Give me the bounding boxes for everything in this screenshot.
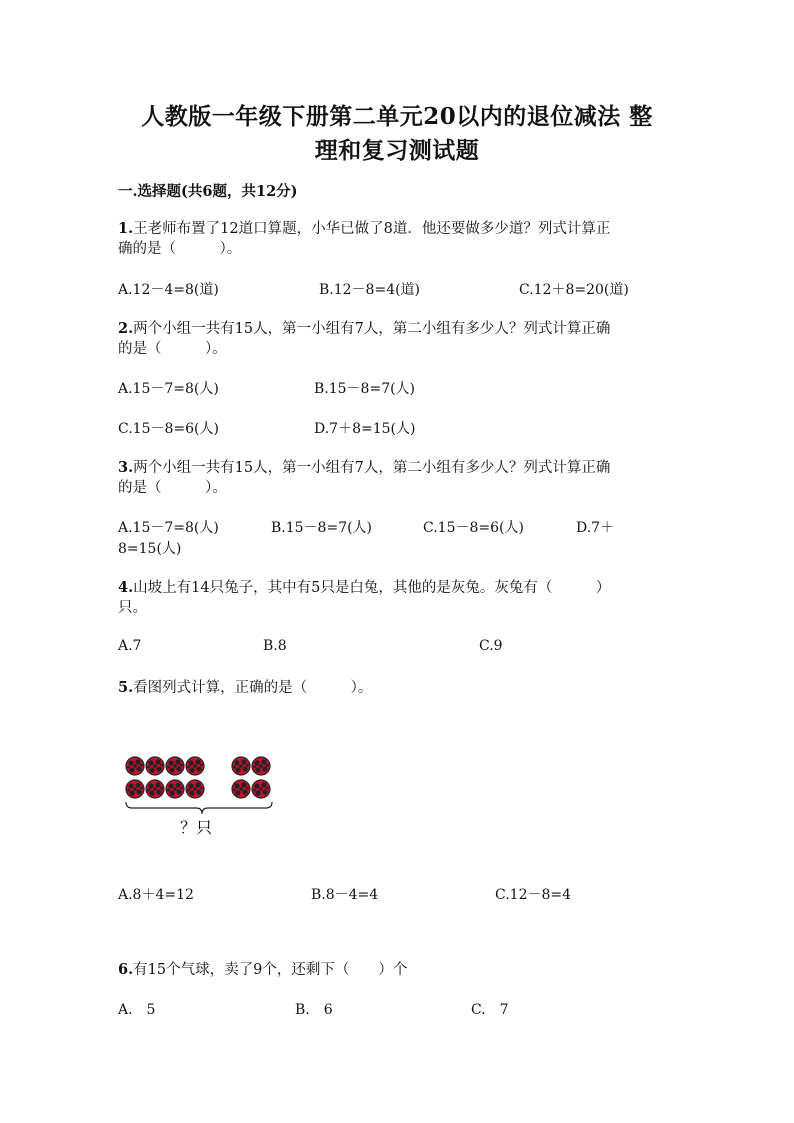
question-number: 4. — [118, 579, 134, 596]
option-c[interactable]: C.15－8=6(人) — [118, 421, 219, 437]
question-1 — [118, 218, 610, 240]
question-text-line1: 王老师布置了12道口算题，小华已做了8道．他还要做多少道？列式计算正 — [133, 221, 611, 237]
option-c[interactable]: C. 7 — [471, 1002, 509, 1018]
question-text-line1: 看图列式计算，正确的是（ ）。 — [133, 680, 373, 696]
question-text-line1: 山坡上有14只兔子，其中有5只是白兔，其他的是灰兔。灰兔有（ ） — [133, 580, 611, 596]
option-d-wrap: 8=15(人) — [118, 541, 182, 557]
question-text-line2: 的是（ ）。 — [118, 341, 227, 357]
question-text-line1: 两个小组一共有15人，第一小组有7人，第二小组有多少人？列式计算正确 — [133, 460, 611, 476]
berry-icon — [232, 780, 250, 798]
option-b[interactable]: B.8－4=4 — [311, 887, 379, 903]
question-text-line1: 有15个气球，卖了9个，还剩下（ ）个 — [133, 962, 408, 978]
berry-icon — [166, 757, 184, 775]
option-a[interactable]: A.12－4=8(道) — [118, 282, 219, 298]
berry-icon — [252, 780, 270, 798]
berry-icon — [126, 780, 144, 798]
page-title-line2: 理和复习测试题 — [314, 137, 480, 164]
section-header: 一.选择题(共6题，共12分) — [118, 183, 298, 200]
option-a[interactable]: A. 5 — [118, 1002, 156, 1018]
question-number: 3. — [118, 459, 134, 476]
option-c[interactable]: C.12－8=4 — [495, 887, 572, 903]
berry-icon — [186, 757, 204, 775]
option-a[interactable]: A.7 — [118, 638, 142, 654]
question-text-line2: 确的是（ ）。 — [118, 241, 242, 257]
question-number: 1. — [118, 220, 134, 237]
option-b[interactable]: B.15－8=7(人) — [314, 381, 416, 397]
option-d[interactable]: D.7＋8=15(人) — [314, 421, 416, 437]
option-b[interactable]: B. 6 — [295, 1002, 333, 1018]
option-d[interactable]: D.7＋ — [576, 520, 615, 536]
berry-icon — [146, 780, 164, 798]
question-number: 6. — [118, 961, 134, 978]
figure-label: ？只 — [180, 818, 213, 837]
option-b[interactable]: B.12－8=4(道) — [319, 282, 421, 298]
option-b[interactable]: B.8 — [263, 638, 287, 654]
question-3 — [118, 457, 610, 479]
berry-icon — [126, 757, 144, 775]
question-text-line2: 的是（ ）。 — [118, 480, 227, 496]
berry-icon — [166, 780, 184, 798]
question-number: 2. — [118, 320, 134, 337]
option-a[interactable]: A.15－7=8(人) — [118, 520, 219, 536]
option-c[interactable]: C.12＋8=20(道) — [519, 282, 629, 298]
question-number: 5. — [118, 679, 134, 696]
option-c[interactable]: C.15－8=6(人) — [423, 520, 524, 536]
question-5 — [118, 677, 372, 699]
option-b[interactable]: B.15－8=7(人) — [271, 520, 373, 536]
berry-icon — [186, 780, 204, 798]
berry-icon — [232, 757, 250, 775]
question-4 — [118, 577, 610, 599]
option-a[interactable]: A.15－7=8(人) — [118, 381, 219, 397]
page-title-line1: 人教版一年级下册第二单元20以内的退位减法 整 — [141, 103, 653, 130]
question-6 — [118, 959, 407, 981]
berry-icon — [252, 757, 270, 775]
brace — [126, 802, 272, 814]
option-a[interactable]: A.8＋4=12 — [118, 887, 194, 903]
question-text-line2: 只。 — [118, 600, 147, 616]
question-2 — [118, 318, 610, 340]
question-text-line1: 两个小组一共有15人，第一小组有7人，第二小组有多少人？列式计算正确 — [133, 321, 611, 337]
option-c[interactable]: C.9 — [479, 638, 503, 654]
berry-icon — [146, 757, 164, 775]
